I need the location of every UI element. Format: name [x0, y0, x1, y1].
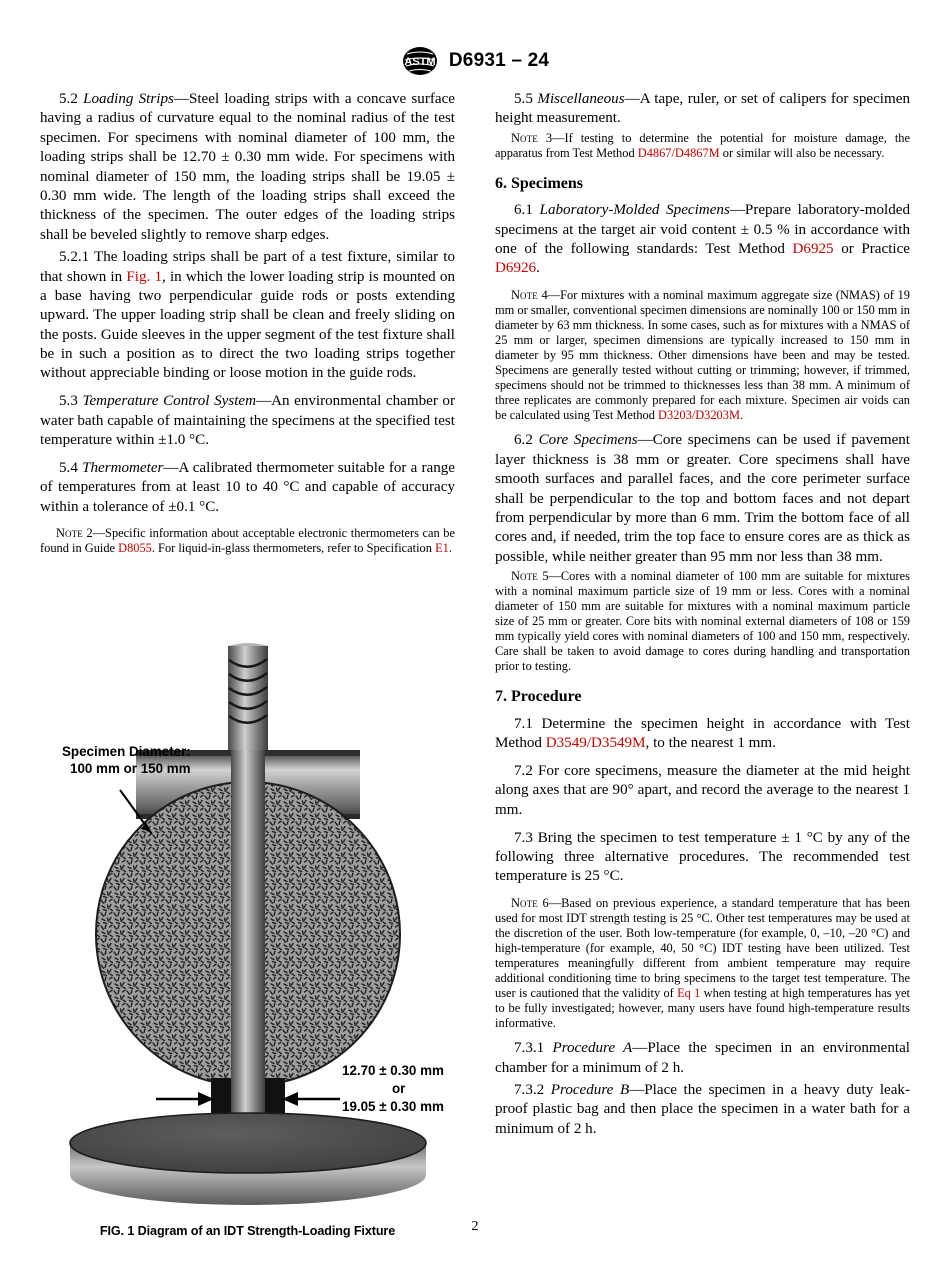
paragraph-7-3: [495, 829, 910, 887]
clause-term-7-3-1: Procedure A: [552, 1040, 633, 1057]
link-d8055[interactable]: D8055: [118, 541, 152, 556]
strip-width-arrow-right: [282, 1092, 340, 1106]
note-number-4: 4: [541, 287, 548, 302]
link-d3203[interactable]: D3203/D3203M: [658, 407, 740, 422]
heading-6-specimens: 6. Specimens: [495, 174, 583, 192]
clause-text-5-5: —A tape, ruler, or set of calipers for specimen height measurement.: [495, 91, 910, 127]
clause-term-5-3: Temperature Control System: [82, 393, 256, 410]
note-label-2: Note: [56, 526, 83, 541]
note-number-5: 5: [542, 569, 549, 584]
clause-text-7-3-2: —Place the specimen in a heavy duty leak-proof plastic bag and then place the specimen in a water bath for a minimum of 2 h.: [495, 1081, 910, 1137]
note-text-6-b: when testing at high temperatures has yet to be fully investigated; however, many users have found high-temperature results informative.: [495, 985, 910, 1030]
figure-1-caption: FIG. 1 Diagram of an IDT Strength-Loading Fixture: [99, 1224, 396, 1238]
center-shaft: [231, 750, 265, 1150]
clause-number-5-5: 5.5: [514, 91, 533, 107]
page-number: 2: [471, 1219, 479, 1234]
note-label-4: Note: [511, 287, 538, 302]
link-e1[interactable]: E1: [435, 541, 449, 556]
note-text-5: —Cores with a nominal diameter of 100 mm are suitable for mixtures with a nominal maximum particle size of 19 mm or less. Cores with a nominal diameter of 150 mm are suitable for mixtures with a nominal maximum particle size of 25 mm or greater. Core bits with nominal external diameters of 108 or 159 mm typically yield cores with nominal diameters of 100 and 150 mm, respectively. Care shall be taken to avoid damage to cores during handling and transportation prior to testing.: [495, 569, 910, 674]
clause-number-5-2-1: 5.2.1: [59, 249, 90, 266]
clause-number-7-3: 7.3: [514, 829, 533, 846]
clause-number-6-2: 6.2: [514, 432, 533, 449]
clause-text-6-1-c: .: [536, 260, 540, 277]
clause-number-7-3-2: 7.3.2: [514, 1081, 545, 1098]
heading-7-procedure: 7. Procedure: [495, 688, 582, 706]
note-text-2-b: . For liquid-in-glass thermometers, refer to Specification: [151, 541, 436, 556]
paragraph-6-2: [495, 431, 910, 567]
link-d3549[interactable]: D3549/D3549M: [545, 734, 646, 751]
link-d6925[interactable]: D6925: [792, 241, 834, 258]
clause-number-5-3: 5.3: [59, 393, 78, 410]
note-text-3-b: or similar will also be necessary.: [719, 145, 885, 160]
strip-width-label-line1: 12.70 ± 0.30 mm: [341, 1063, 444, 1078]
clause-term-6-1: Laboratory-Molded Specimens: [539, 202, 730, 219]
clause-term-6-2: Core Specimens: [538, 432, 638, 449]
paragraph-7-3-2: [495, 1081, 910, 1139]
clause-text-6-2: —Core specimens can be used if pavement layer thickness is 38 mm or greater. Core specimens shall have smooth surfaces and parallel faces, and the core perimeter surface shall be perpendicular to the top and bottom faces and not depart from perpendicular by more than 6 mm. Trim the bottom face of all cores and, if needed, trim the top face to ensure cores are as thick as possible, while neither greater than 95 mm nor less than 38 mm.: [495, 432, 911, 565]
note-text-3-a: —If testing to determine the potential for moisture damage, the apparatus from Test Method: [495, 130, 910, 160]
paragraph-7-1: [495, 715, 910, 754]
note-text-2-a: —Specific information about acceptable electronic thermometers can be found in Guide: [40, 526, 455, 556]
note-number-2: 2: [86, 526, 93, 541]
svg-text:ASTM: ASTM: [404, 56, 436, 68]
strip-width-label-line2: or: [391, 1081, 405, 1096]
strip-width-label-line3: 19.05 ± 0.30 mm: [341, 1099, 444, 1114]
clause-text-7-3-1: —Place the specimen in an environmental chamber for a minimum of 2 h.: [495, 1040, 911, 1076]
clause-text-6-1-b: or Practice: [833, 241, 910, 258]
paragraph-7-3-1: [495, 1039, 910, 1078]
clause-text-5-2-1-b: , in which the lower loading strip is mounted on a base having two perpendicular guide rods or posts extending upward. The upper loading strip shall be clean and freely sliding on the posts. Guide sleeves in the upper segment of the test fixture shall be in such a position as to direct the two loading strips together without appreciable binding or loose motion in the guide rods.: [40, 268, 456, 382]
specimen-diameter-label-line1: Specimen Diameter:: [61, 744, 191, 759]
note-text-4-a: —For mixtures with a nominal maximum aggregate size (NMAS) of 19 mm or smaller, conventional specimen dimensions are nominally 100 or 150 mm in diameter by 63 mm thickness. In some cases, such as for mixtures with a NMAS of 25 mm or larger, specimen dimensions are typically increased to 150 mm in diameter by 95 mm thickness. Other dimensions have been and may be tested. Specimens are generally tested without cutting or trimming; however, if trimmed, specimens should not be trimmed to thicknesses less than 38 mm. A minimum of three replicates are commonly prepared for each mixture. Specimen air voids can be calculated using Test Method: [495, 287, 910, 422]
note-label-6: Note: [511, 895, 538, 910]
two-column-body: [40, 90, 911, 1238]
clause-number-6-1: 6.1: [514, 202, 533, 219]
clause-number-7-2: 7.2: [514, 762, 533, 779]
note-4: [495, 288, 910, 423]
clause-term-5-5: Miscellaneous: [537, 91, 625, 107]
left-column: [40, 90, 456, 1238]
clause-text-7-3: Bring the specimen to test temperature ± 1 °C by any of the following three alternative procedures. The recommended test temperature is 25 °C.: [495, 829, 910, 885]
clause-number-7-1: 7.1: [514, 715, 533, 732]
paragraph-5-2: [40, 90, 455, 245]
clause-term-5-2: Loading Strips: [83, 91, 174, 107]
page-header: [0, 46, 950, 76]
note-5: [495, 569, 910, 674]
clause-text-6-1-a: —Prepare laboratory-molded specimens at the target air void content ± 0.5 % in accordance with one of the following standards: Test Method: [495, 202, 910, 258]
paragraph-7-2: [495, 762, 910, 820]
paragraph-6-1: [495, 201, 910, 279]
clause-text-7-1-a: Determine the specimen height in accordance with Test Method: [495, 715, 910, 751]
clause-number-7-3-1: 7.3.1: [514, 1040, 545, 1057]
idt-loading-fixture-diagram: [48, 638, 448, 1218]
note-2: [40, 526, 455, 556]
link-d6926[interactable]: D6926: [495, 260, 537, 277]
clause-term-7-3-2: Procedure B: [550, 1081, 630, 1098]
note-text-4-b: .: [739, 407, 744, 422]
paragraph-5-5: [495, 90, 910, 129]
note-label-3: Note: [511, 130, 538, 145]
note-text-2-c: .: [448, 541, 452, 556]
paragraph-5-4: [40, 459, 455, 517]
clause-number-5-2: 5.2: [59, 91, 78, 107]
clause-text-7-1-b: , to the nearest 1 mm.: [645, 734, 776, 751]
note-6: [495, 896, 910, 1031]
astm-logo-icon: [401, 46, 439, 76]
clause-text-5-2-1-a: The loading strips shall be part of a test fixture, similar to that shown in: [40, 249, 455, 285]
clause-text-5-2: —Steel loading strips with a concave surface having a radius of curvature equal to the nominal radius of the test specimen. For specimens with nominal diameter of 100 mm, the loading strips shall be 12.70 ± 0.30 mm wide. For specimens with nominal diameter of 150 mm, the loading strips shall be 19.05 ± 0.30 mm wide. The length of the loading strips shall exceed the thickness of the specimen. The outer edges of the loading strips shall be beveled slightly to remove sharp edges.: [40, 91, 455, 243]
link-d4867[interactable]: D4867/D4867M: [637, 145, 720, 160]
note-label-5: Note: [511, 569, 538, 584]
paragraph-5-2-1: [40, 248, 455, 384]
note-number-6: 6: [542, 895, 549, 910]
strip-width-arrow-left: [156, 1092, 214, 1106]
note-text-6-a: —Based on previous experience, a standard temperature that has been used for most IDT strength testing is 25 °C. Other test temperatures may be used at the discretion of the user. Both low-temperature (for example, 0, –10, –20 °C) and high-temperature (for example, 40, 50 °C) IDT testing have been utilized. Test temperatures meaningfully different from ambient temperature may require additional conditioning time to bring specimens to the target test temperature. The user is cautioned that the validity of: [495, 895, 910, 1000]
right-column: [495, 90, 910, 1139]
clause-text-5-4: —A calibrated thermometer suitable for a range of temperatures from at least 10 to 40 °C and capable of accuracy within a tolerance of ±0.1 °C.: [40, 460, 455, 515]
clause-text-5-3: —An environmental chamber or water bath capable of maintaining the specimens at the specified test temperature within ±1.0 °C.: [40, 393, 456, 449]
clause-text-7-2: For core specimens, measure the diameter at the mid height along axes that are 90° apart, and record the average to the nearest 1 mm.: [495, 762, 910, 818]
document-designation: D6931 – 24: [448, 50, 550, 71]
clause-number-5-4: 5.4: [59, 460, 78, 477]
specimen-diameter-label-line2: 100 mm or 150 mm: [69, 761, 191, 776]
figure-1-block: [40, 638, 455, 1238]
link-fig-1[interactable]: Fig. 1: [126, 268, 163, 285]
link-eq-1[interactable]: Eq 1: [677, 985, 701, 1000]
note-3: [495, 131, 910, 161]
paragraph-5-3: [40, 392, 455, 450]
note-number-3: 3: [545, 130, 553, 145]
clause-term-5-4: Thermometer: [82, 460, 164, 477]
